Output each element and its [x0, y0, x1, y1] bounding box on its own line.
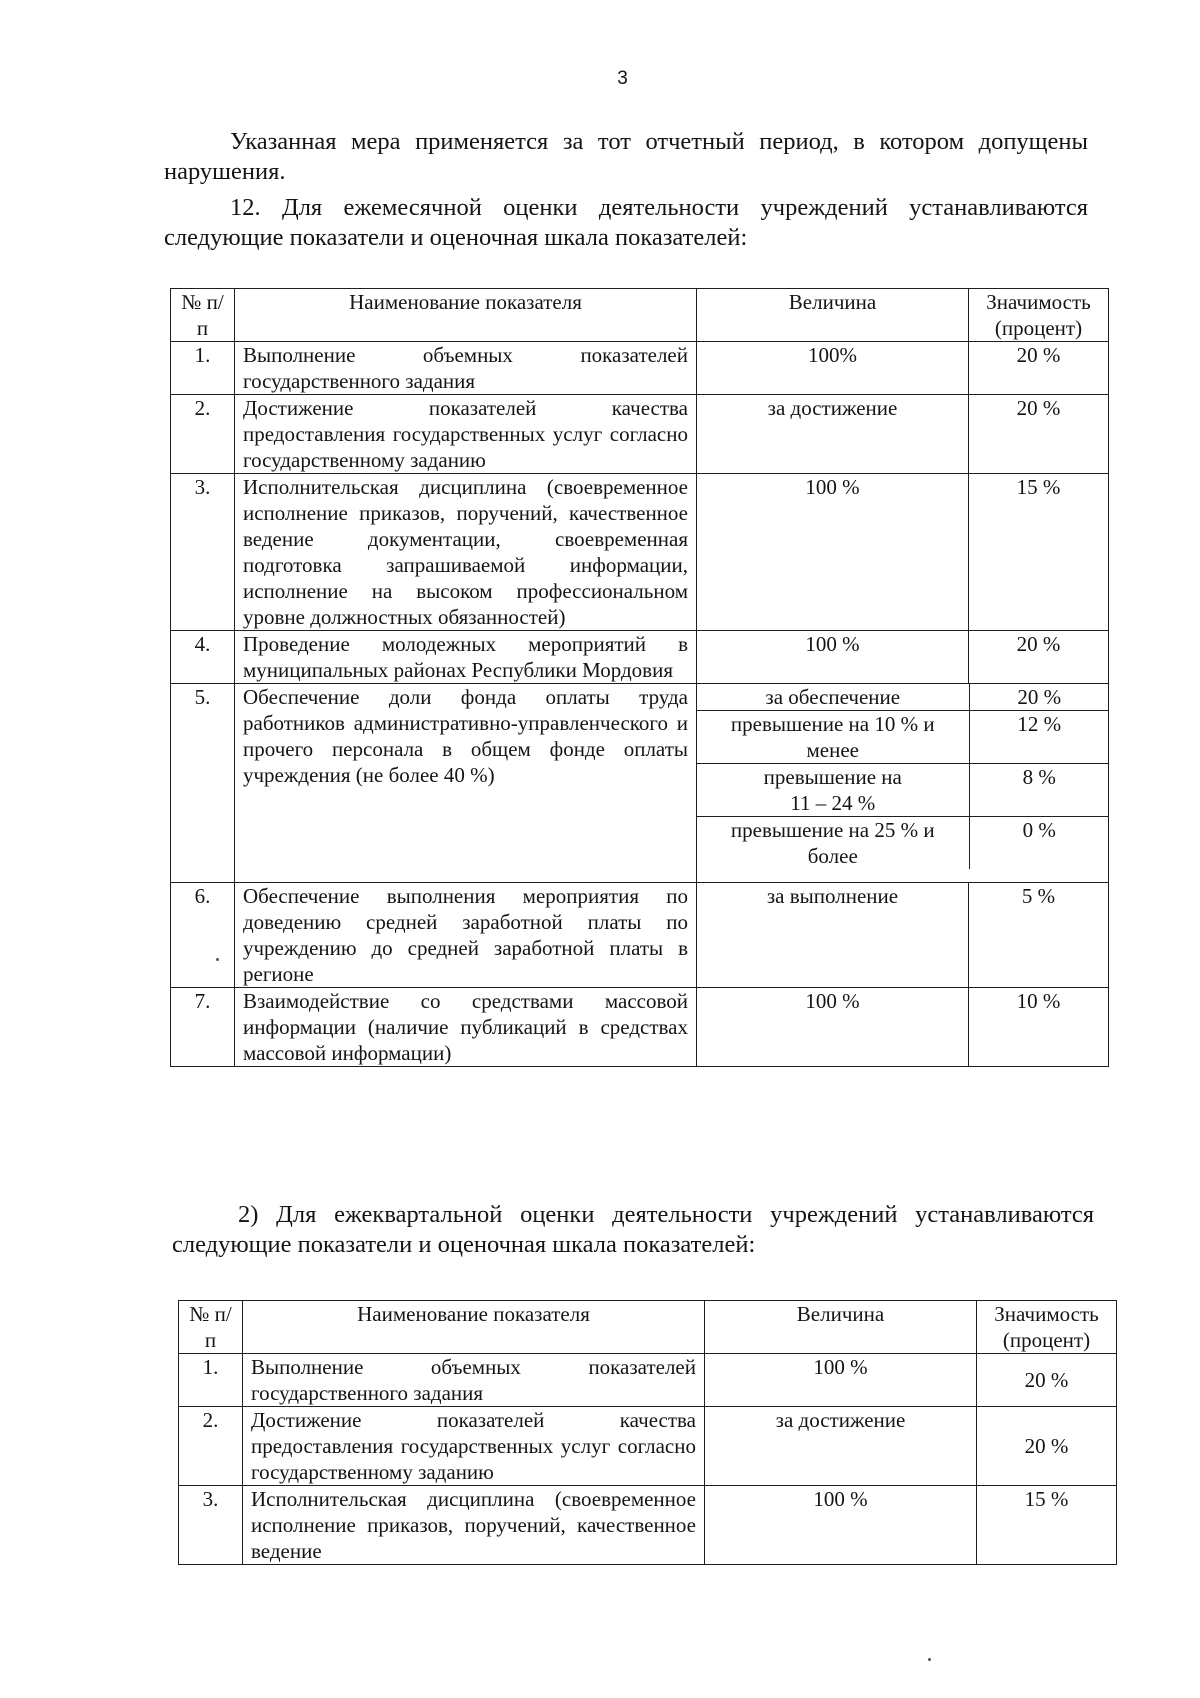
row-num: 6.: [171, 883, 235, 988]
table-row: [179, 1354, 1117, 1407]
row-significance: 20 %: [977, 1354, 1117, 1407]
intro-paragraph-2: [164, 193, 1088, 253]
table-row: [171, 474, 1109, 631]
row-subvalues: [697, 684, 1109, 883]
row-num: 7.: [171, 988, 235, 1067]
header-num: № п/п: [179, 1301, 243, 1354]
row-value: 100%: [697, 342, 969, 395]
row-value: 100 %: [697, 474, 969, 631]
row-significance: 20 %: [969, 631, 1109, 684]
row-value: за выполнение: [697, 883, 969, 988]
row-value: за достижение: [705, 1407, 977, 1486]
subvalue-value: за обеспечение: [697, 684, 969, 711]
page-number: 3: [617, 68, 628, 89]
header-significance: Значимость (процент): [969, 289, 1109, 342]
subvalue-row: [697, 684, 1109, 711]
table-row: [171, 684, 1109, 883]
row-name: Выполнение объемных показателей государственного задания: [235, 342, 697, 395]
subvalue-significance: 0 %: [1022, 818, 1056, 842]
row-num: 2.: [171, 395, 235, 474]
header-name: Наименование показателя: [243, 1301, 705, 1354]
row-value: 100 %: [697, 631, 969, 684]
table-row: [179, 1486, 1117, 1565]
table-row: [171, 342, 1109, 395]
row-num: 4.: [171, 631, 235, 684]
intro-text-2: 12. Для ежемесячной оценки деятельности учреждений устанавливаются следующие показатели и оценочная шкала показателей:: [164, 194, 1088, 251]
table-row: [171, 988, 1109, 1067]
scan-speck: [216, 958, 219, 961]
row-name: Проведение молодежных мероприятий в муниципальных районах Республики Мордовия: [235, 631, 697, 684]
row-significance: 20 %: [977, 1407, 1117, 1486]
row-value: за достижение: [697, 395, 969, 474]
quarterly-text: 2) Для ежеквартальной оценки деятельности учреждений устанавливаются следующие показатели и оценочная шкала показателей:: [172, 1201, 1094, 1258]
row-name: Достижение показателей качества предоставления государственных услуг согласно государственному заданию: [243, 1407, 705, 1486]
row-num: 3.: [179, 1486, 243, 1565]
row-num: 1.: [179, 1354, 243, 1407]
subvalue-value: превышение на 10 % и менее: [697, 711, 969, 764]
subvalue-value: превышение на 25 % и более: [697, 817, 969, 870]
subvalue-significance: 12 %: [969, 711, 1109, 764]
intro-text-1: Указанная мера применяется за тот отчетный период, в котором допущены нарушения.: [164, 128, 1088, 185]
row-significance: 5 %: [969, 883, 1109, 988]
row-significance: 15 %: [969, 474, 1109, 631]
table-row: [179, 1407, 1117, 1486]
table-header-row: [171, 289, 1109, 342]
subvalue-row: [697, 764, 1109, 817]
header-value: Величина: [705, 1301, 977, 1354]
header-value: Величина: [697, 289, 969, 342]
table-row: [171, 883, 1109, 988]
row-name: Обеспечение выполнения мероприятия по доведению средней заработной платы по учреждению до средней заработной платы в регионе: [235, 883, 697, 988]
row-name: Обеспечение доли фонда оплаты труда работников административно-управленческого и прочего персонала в общем фонде оплаты учреждения (не более 40 %): [235, 684, 697, 883]
row-num: 3.: [171, 474, 235, 631]
row-value: 100 %: [705, 1354, 977, 1407]
row-value: 100 %: [705, 1486, 977, 1565]
row-name: Выполнение объемных показателей государственного задания: [243, 1354, 705, 1407]
row-name: Исполнительская дисциплина (своевременное исполнение приказов, поручений, качественное ведение документации, своевременная подготовка запрашиваемой информации, исполнение на высоком профессиональном уровне должностных обязанностей): [235, 474, 697, 631]
monthly-indicators-table: [170, 288, 1109, 1067]
row-num: 1.: [171, 342, 235, 395]
subvalue-value: превышение на 11 – 24 %: [697, 764, 969, 817]
row-significance: 10 %: [969, 988, 1109, 1067]
row-name: Исполнительская дисциплина (своевременное исполнение приказов, поручений, качественное ведение: [243, 1486, 705, 1565]
header-num: № п/п: [171, 289, 235, 342]
table-row: [171, 631, 1109, 684]
header-significance: Значимость (процент): [977, 1301, 1117, 1354]
row-significance: 15 %: [977, 1486, 1117, 1565]
subvalue-significance: 20 %: [969, 684, 1109, 711]
subvalue-row: [697, 817, 1109, 870]
subvalue-significance: 8 %: [969, 764, 1109, 817]
row-value: 100 %: [697, 988, 969, 1067]
subvalues-table: [697, 684, 1109, 869]
row-num: 2.: [179, 1407, 243, 1486]
quarterly-paragraph: [172, 1200, 1094, 1260]
scan-speck: [928, 1658, 931, 1661]
row-significance: 20 %: [969, 395, 1109, 474]
subvalue-row: [697, 711, 1109, 764]
table-header-row: [179, 1301, 1117, 1354]
header-name: Наименование показателя: [235, 289, 697, 342]
row-significance: 20 %: [969, 342, 1109, 395]
row-name: Взаимодействие со средствами массовой информации (наличие публикаций в средствах массовой информации): [235, 988, 697, 1067]
quarterly-indicators-table: [178, 1300, 1117, 1565]
intro-paragraph-1: [164, 127, 1088, 187]
row-num: 5.: [171, 684, 235, 883]
row-name: Достижение показателей качества предоставления государственных услуг согласно государственному заданию: [235, 395, 697, 474]
table-row: [171, 395, 1109, 474]
